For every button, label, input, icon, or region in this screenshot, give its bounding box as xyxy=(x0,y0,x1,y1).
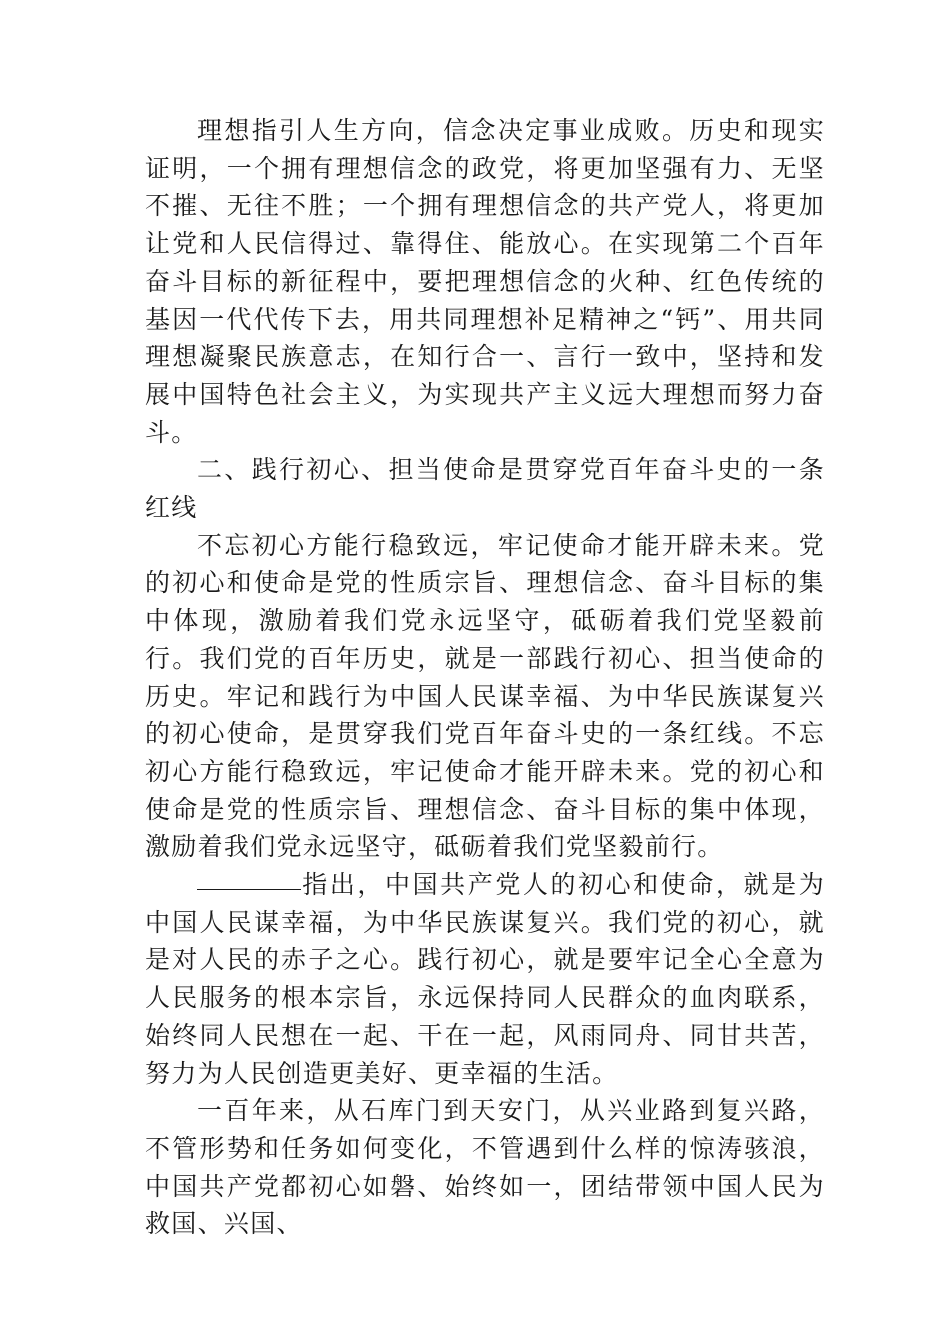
redacted-blank xyxy=(197,888,301,890)
paragraph-ideals-belief: 理想指引人生方向，信念决定事业成败。历史和现实证明，一个拥有理想信念的政党，将更加坚强有力、无坚不摧、无往不胜；一个拥有理想信念的共产党人，将更加让党和人民信得过、靠得住、能放心。在实现第二个百年奋斗目标的新征程中，要把理想信念的火种、红色传统的基因一代代传下去，用共同理想补足精神之“钙”、用共同理想凝聚民族意志，在知行合一、言行一致中，坚持和发展中国特色社会主义，为实现共产主义远大理想而努力奋斗。 xyxy=(145,116,825,447)
paragraph-people-happiness xyxy=(145,866,825,1092)
paragraph-hundred-years: 一百年来，从石库门到天安门，从兴业路到复兴路，不管形势和任务如何变化，不管遇到什么样的惊涛骇浪，中国共产党都初心如磐、始终如一，团结带领中国人民为救国、兴国、 xyxy=(145,1096,825,1239)
document-body xyxy=(145,112,825,1243)
paragraph-original-mission: 不忘初心方能行稳致远，牢记使命才能开辟未来。党的初心和使命是党的性质宗旨、理想信念、奋斗目标的集中体现，激励着我们党永远坚守，砥砺着我们党坚毅前行。我们党的百年历史，就是一部践行初心、担当使命的历史。牢记和践行为中国人民谋幸福、为中华民族谋复兴的初心使命，是贯穿我们党百年奋斗史的一条红线。不忘初心方能行稳致远，牢记使命才能开辟未来。党的初心和使命是党的性质宗旨、理想信念、奋斗目标的集中体现，激励着我们党永远坚守，砥砺着我们党坚毅前行。 xyxy=(145,530,825,862)
section-heading-two: 二、践行初心、担当使命是贯穿党百年奋斗史的一条红线 xyxy=(145,455,825,523)
paragraph-people-happiness-text: 指出，中国共产党人的初心和使命，就是为中国人民谋幸福，为中华民族谋复兴。我们党的初心，就是对人民的赤子之心。践行初心，就是要牢记全心全意为人民服务的根本宗旨，永远保持同人民群众的血肉联系，始终同人民想在一起、干在一起，风雨同舟、同甘共苦，努力为人民创造更美好、更幸福的生活。 xyxy=(145,870,825,1088)
